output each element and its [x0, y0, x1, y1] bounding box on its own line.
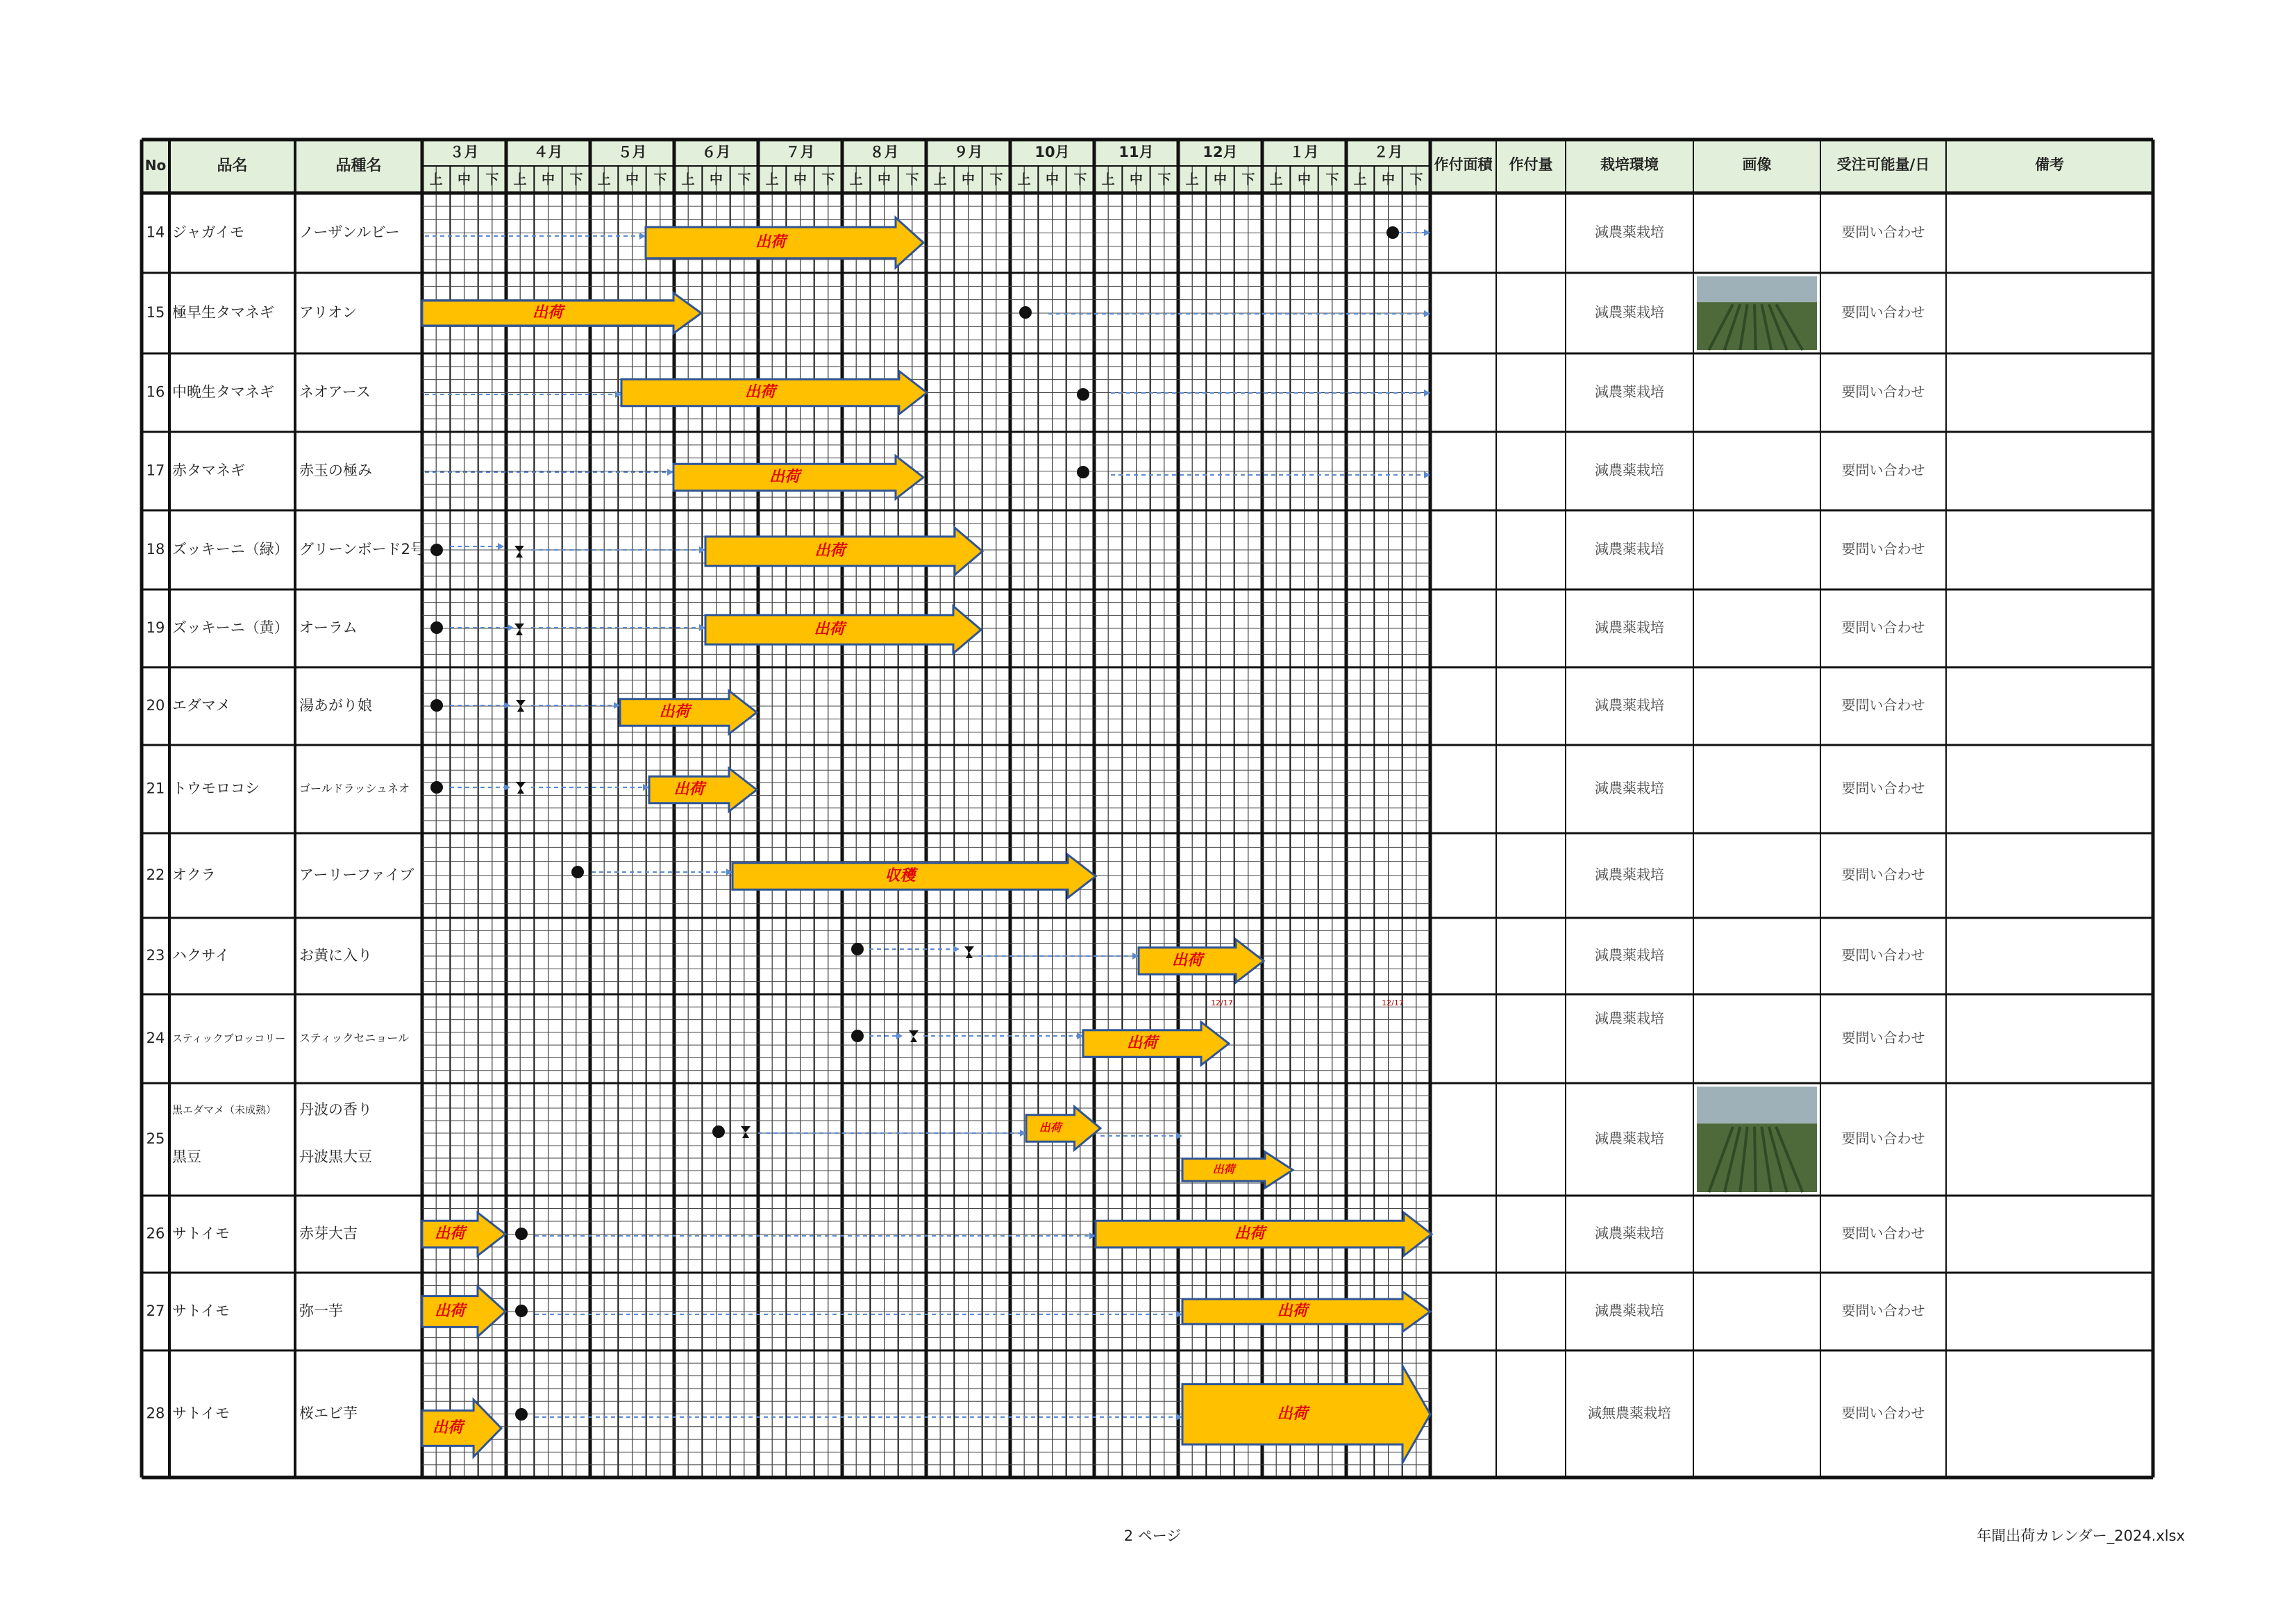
header-month: ９月	[953, 144, 983, 160]
shipping-period-label: 出荷	[769, 468, 801, 486]
row-name: エダマメ	[172, 697, 231, 714]
planting-icon	[514, 546, 524, 558]
header-area: 作付面積	[1434, 156, 1493, 173]
header-subperiod: 下	[485, 171, 499, 187]
row-env: 減農薬栽培	[1595, 303, 1664, 321]
sowing-dot	[851, 943, 864, 955]
row-capacity: 要問い合わせ	[1841, 540, 1925, 558]
row-env: 減農薬栽培	[1595, 780, 1664, 796]
sowing-dot	[515, 1408, 528, 1421]
header-subperiod: 下	[737, 171, 751, 187]
shipping-period-arrow	[1026, 1107, 1100, 1150]
header-subperiod: 下	[1073, 171, 1087, 187]
row-capacity: 要問い合わせ	[1841, 780, 1925, 796]
shipping-period-label: 出荷	[1234, 1225, 1266, 1243]
header-no: No	[144, 157, 167, 174]
photo-row	[1754, 304, 1756, 350]
header-month: ３月	[449, 144, 479, 160]
row-name: ズッキーニ（黄）	[172, 619, 289, 636]
row-variety-2: 丹波黒大豆	[299, 1148, 372, 1165]
header-subperiod: 下	[569, 171, 583, 187]
row-capacity: 要問い合わせ	[1841, 1130, 1925, 1147]
row-capacity: 要問い合わせ	[1841, 696, 1925, 714]
header-subperiod: 中	[877, 171, 891, 187]
header-month: ４月	[533, 144, 563, 160]
photo-row	[1754, 1127, 1756, 1192]
sowing-dot	[1019, 306, 1032, 319]
header-subperiod: 中	[1129, 171, 1143, 187]
row-number: 16	[146, 383, 165, 401]
row-variety: 湯あがり娘	[299, 697, 372, 714]
shipping-period-label: 出荷	[433, 1419, 464, 1437]
row-name: オクラ	[172, 867, 216, 883]
row-env: 減農薬栽培	[1595, 1010, 1664, 1027]
row-number: 19	[146, 619, 165, 636]
sowing-dot	[1386, 226, 1399, 239]
sowing-dot	[1077, 388, 1089, 401]
shipping-period-label: 出荷	[673, 780, 705, 798]
header-notes: 備考	[2035, 156, 2064, 173]
shipping-period-label: 出荷	[1277, 1405, 1308, 1423]
header-month: ７月	[785, 144, 815, 160]
header-subperiod: 上	[597, 171, 611, 187]
row-name: トウモロコシ	[172, 780, 260, 797]
row-number: 28	[146, 1405, 165, 1422]
row-name: 赤タマネギ	[172, 462, 245, 479]
header-subperiod: 中	[1297, 171, 1312, 187]
header-subperiod: 下	[653, 171, 667, 187]
header-subperiod: 中	[1213, 171, 1227, 187]
row-variety: お黄に入り	[299, 947, 372, 964]
header-subperiod: 下	[905, 171, 919, 187]
sowing-dot	[430, 621, 443, 634]
sowing-dot	[430, 699, 443, 712]
row-capacity: 要問い合わせ	[1841, 946, 1925, 964]
header-subperiod: 中	[709, 171, 723, 187]
shipping-period-label: 出荷	[814, 542, 846, 560]
header-month: １月	[1289, 144, 1319, 160]
header-subperiod: 下	[1325, 171, 1339, 187]
schedule-line-arrowhead	[896, 1032, 903, 1039]
row-env: 減農薬栽培	[1595, 619, 1664, 636]
row-variety: グリーンボード2号	[299, 541, 425, 558]
header-subperiod: 上	[1269, 171, 1283, 187]
sowing-dot	[515, 1305, 528, 1317]
header-subperiod: 上	[681, 171, 695, 187]
header-subperiod: 上	[1017, 171, 1031, 187]
row-variety: ネオアース	[299, 383, 371, 401]
shipping-period-label: 出荷	[434, 1303, 466, 1320]
row-capacity: 要問い合わせ	[1841, 1225, 1925, 1241]
header-variety: 品種名	[335, 157, 382, 175]
header-image: 画像	[1742, 156, 1772, 173]
row-variety: 赤芽大吉	[299, 1225, 358, 1242]
row-env: 減農薬栽培	[1595, 462, 1664, 478]
shipping-period-label: 出荷	[659, 703, 690, 721]
row-number: 20	[146, 697, 165, 714]
header-subperiod: 下	[1157, 171, 1171, 187]
sowing-dot	[712, 1125, 725, 1138]
date-note: 12/17	[1382, 998, 1404, 1007]
sowing-dot	[430, 781, 443, 794]
shipping-period-label: 出荷	[814, 621, 845, 638]
header-subperiod: 上	[513, 171, 527, 187]
header-month: 12月	[1203, 144, 1238, 160]
row-name: 中晩生タマネギ	[172, 383, 274, 401]
row-number: 27	[146, 1303, 165, 1319]
row-name-2: 黒豆	[172, 1148, 201, 1165]
row-env: 減農薬栽培	[1595, 383, 1664, 400]
row-variety: ゴールドラッシュネオ	[299, 782, 410, 795]
header-subperiod: 上	[933, 171, 947, 187]
header-subperiod: 中	[1045, 171, 1059, 187]
header-subperiod: 中	[793, 171, 807, 187]
row-variety: ノーザンルビー	[299, 224, 400, 241]
sowing-dot	[1077, 466, 1089, 478]
row-env: 減農薬栽培	[1595, 540, 1664, 558]
row-number: 24	[146, 1030, 165, 1046]
sowing-dot	[851, 1030, 864, 1042]
row-capacity: 要問い合わせ	[1841, 462, 1925, 478]
header-subperiod: 上	[1185, 171, 1199, 187]
header-subperiod: 上	[849, 171, 863, 187]
row-env: 減農薬栽培	[1595, 1302, 1664, 1319]
header-subperiod: 下	[989, 171, 1003, 187]
header-capacity: 受注可能量/日	[1836, 156, 1930, 173]
row-name: ズッキーニ（緑）	[172, 541, 289, 558]
row-capacity: 要問い合わせ	[1841, 1302, 1925, 1319]
photo-sky	[1697, 276, 1817, 302]
row-env: 減農薬栽培	[1595, 696, 1664, 714]
row-capacity: 要問い合わせ	[1841, 224, 1925, 240]
row-env: 減農薬栽培	[1595, 866, 1664, 883]
header-subperiod: 中	[541, 171, 555, 187]
header-month: ５月	[617, 144, 647, 160]
planting-icon	[909, 1030, 919, 1042]
row-capacity: 要問い合わせ	[1841, 866, 1925, 883]
row-name: 極早生タマネギ	[172, 304, 274, 321]
row-field-photo	[1697, 276, 1817, 350]
sowing-dot	[515, 1228, 528, 1240]
shipping-period-label: 出荷	[532, 304, 564, 321]
header-name: 品名	[217, 157, 248, 175]
shipping-period-label: 出荷	[1277, 1303, 1308, 1320]
row-name: 黒エダマメ（未成熟）	[172, 1103, 277, 1116]
schedule-line-arrowhead	[498, 543, 504, 550]
header-subperiod: 上	[1353, 171, 1367, 187]
header-month: ２月	[1373, 144, 1403, 160]
row-variety: 丹波の香り	[299, 1101, 372, 1118]
row-number: 14	[146, 224, 165, 241]
row-variety: 桜エビ芋	[299, 1405, 358, 1422]
row-variety: スティックセニョール	[299, 1031, 410, 1045]
header-env: 栽培環境	[1600, 156, 1659, 173]
row-variety: アーリーファイブ	[299, 867, 414, 883]
row-number: 25	[146, 1130, 165, 1147]
row-env: 減農薬栽培	[1595, 1130, 1664, 1147]
header-subperiod: 上	[1101, 171, 1115, 187]
row-env: 減農薬栽培	[1595, 946, 1664, 964]
row-env: 減無農薬栽培	[1588, 1405, 1671, 1421]
sowing-dot	[430, 544, 443, 556]
header-subperiod: 下	[821, 171, 835, 187]
header-subperiod: 中	[961, 171, 975, 187]
planting-icon	[516, 782, 526, 794]
row-number: 26	[146, 1225, 165, 1242]
schedule-line-arrowhead	[953, 946, 960, 953]
header-subperiod: 上	[429, 171, 443, 187]
shipping-period-label: 出荷	[755, 233, 787, 251]
header-month: 11月	[1118, 144, 1154, 160]
row-name: ジャガイモ	[172, 224, 244, 241]
shipping-period-label: 出荷	[1039, 1121, 1062, 1135]
header-month: ８月	[869, 144, 899, 160]
shipping-period-label: 収穫	[885, 867, 916, 885]
footer-file-name: 年間出荷カレンダー_2024.xlsx	[1977, 1527, 2185, 1544]
shipping-period-label: 出荷	[744, 383, 776, 401]
header-subperiod: 下	[1241, 171, 1255, 187]
date-note: 12/17	[1211, 998, 1233, 1007]
shipping-period-label: 出荷	[1212, 1162, 1235, 1176]
header-subperiod: 中	[625, 171, 639, 187]
schedule-line-arrowhead	[508, 624, 514, 631]
row-variety: 弥一芋	[299, 1303, 343, 1319]
shipping-period-label: 出荷	[434, 1225, 466, 1243]
row-variety: オーラム	[299, 619, 358, 636]
row-capacity: 要問い合わせ	[1841, 1405, 1925, 1421]
row-capacity: 要問い合わせ	[1841, 1029, 1925, 1046]
sowing-dot	[571, 866, 584, 878]
row-number: 21	[146, 780, 165, 797]
header-month: 10月	[1034, 144, 1070, 160]
shipping-period-label: 出荷	[1126, 1035, 1158, 1052]
header-subperiod: 中	[457, 171, 471, 187]
row-name: サトイモ	[172, 1225, 230, 1242]
row-name: サトイモ	[172, 1303, 230, 1319]
row-name: サトイモ	[172, 1405, 230, 1422]
planting-icon	[741, 1126, 751, 1138]
row-capacity: 要問い合わせ	[1841, 383, 1925, 400]
header-subperiod: 中	[1381, 171, 1396, 187]
row-field-photo	[1697, 1087, 1817, 1192]
row-number: 15	[146, 304, 165, 321]
row-number: 22	[146, 867, 165, 883]
row-number: 17	[146, 462, 165, 479]
photo-sky	[1697, 1087, 1817, 1123]
footer-page-number: 2 ページ	[1123, 1527, 1182, 1544]
row-number: 23	[146, 947, 165, 964]
row-name: スティックブロッコリー	[172, 1032, 286, 1045]
header-subperiod: 下	[1409, 171, 1423, 187]
planting-icon	[514, 623, 524, 635]
header-month: ６月	[701, 144, 731, 160]
row-env: 減農薬栽培	[1595, 1225, 1664, 1241]
row-variety: アリオン	[299, 304, 357, 321]
shipping-period-label: 出荷	[1171, 952, 1203, 969]
row-capacity: 要問い合わせ	[1841, 619, 1925, 636]
header-amount: 作付量	[1509, 156, 1553, 173]
header-subperiod: 上	[765, 171, 779, 187]
row-env: 減農薬栽培	[1595, 224, 1664, 240]
row-name: ハクサイ	[172, 947, 230, 964]
row-number: 18	[146, 541, 165, 558]
row-capacity: 要問い合わせ	[1841, 303, 1925, 321]
row-variety: 赤玉の極み	[299, 462, 372, 479]
